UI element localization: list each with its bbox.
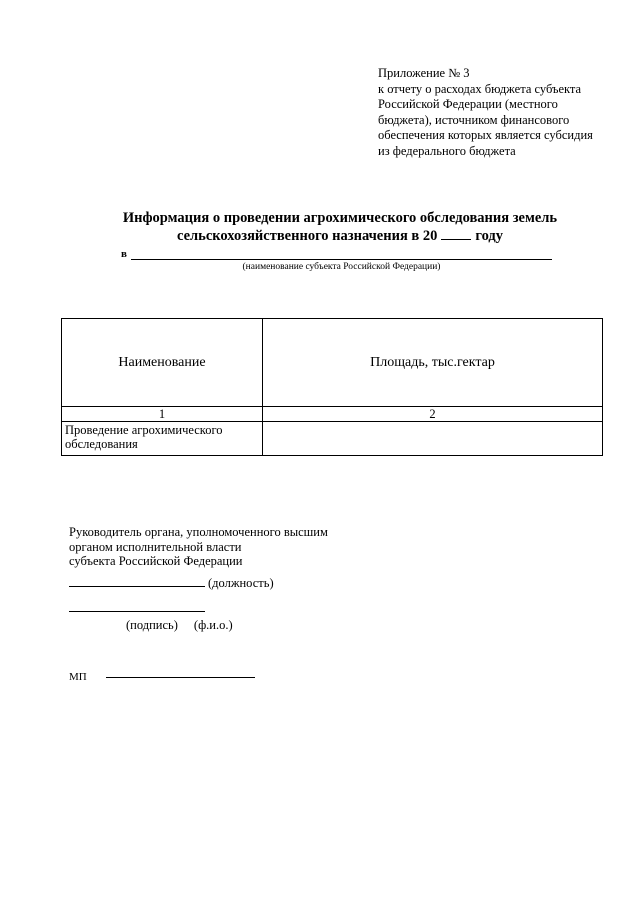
- appendix-line: бюджета), источником финансового: [378, 112, 570, 127]
- title-line-1: Информация о проведении агрохимического обследования земель: [122, 210, 558, 226]
- title-line-2: [100, 227, 580, 245]
- year-blank[interactable]: [441, 227, 471, 240]
- header-name: Наименование: [62, 319, 263, 407]
- signature-blank[interactable]: [69, 611, 205, 612]
- subject-prefix: в: [121, 248, 127, 260]
- subject-caption: (наименование субъекта Российской Федерации): [242, 262, 441, 272]
- document-title: [100, 209, 580, 245]
- position-blank[interactable]: [69, 574, 205, 587]
- signatory-line: субъекта Российской Федерации: [69, 554, 243, 568]
- fio-label: (ф.и.о.): [193, 618, 233, 632]
- table-header-row: [62, 319, 603, 407]
- subject-name-blank[interactable]: [131, 259, 552, 260]
- appendix-line: из федерального бюджета: [378, 143, 516, 158]
- info-table: [61, 318, 603, 456]
- column-number: 1: [62, 407, 263, 422]
- signatory-line: органом исполнительной власти: [69, 539, 242, 554]
- row-area-value[interactable]: [263, 422, 603, 456]
- signatory-block: [69, 525, 328, 569]
- position-label: (должность): [208, 576, 274, 590]
- signature-label: (подпись): [126, 618, 178, 632]
- stamp-label: МП: [69, 671, 87, 683]
- appendix-line: обеспечения которых является субсидия: [378, 128, 593, 142]
- table-row: [62, 422, 603, 456]
- header-area: Площадь, тыс.гектар: [263, 319, 603, 407]
- position-row: [69, 574, 274, 591]
- appendix-note: [378, 66, 628, 159]
- column-number-row: [62, 407, 603, 422]
- row-name: Проведение агрохимического обследования: [62, 422, 263, 456]
- signature-caption: [126, 618, 233, 633]
- column-number: 2: [263, 407, 603, 422]
- appendix-line: Российской Федерации (местного: [378, 97, 558, 111]
- title-line-2-suffix: году: [475, 228, 504, 244]
- signatory-line: Руководитель органа, уполномоченного высшим: [69, 525, 328, 539]
- title-line-2-prefix: сельскохозяйственного назначения в 20: [176, 228, 438, 244]
- stamp-blank[interactable]: [106, 677, 255, 678]
- appendix-line: к отчету о расходах бюджета субъекта: [378, 81, 582, 96]
- appendix-line: Приложение № 3: [378, 66, 470, 80]
